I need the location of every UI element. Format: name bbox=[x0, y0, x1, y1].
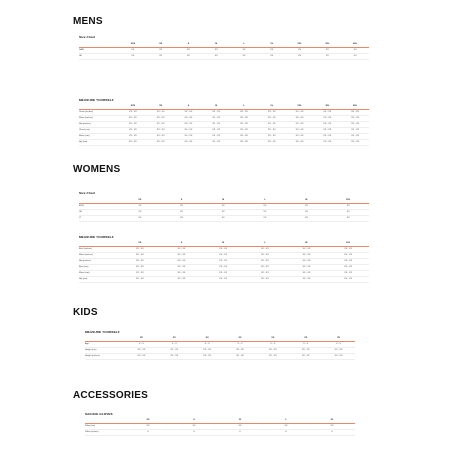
row-label: Waist (inches) bbox=[79, 253, 93, 256]
table-cell: XX - XX bbox=[184, 116, 193, 119]
table-row bbox=[85, 430, 355, 436]
table-header-cell: XS bbox=[138, 199, 142, 201]
table-cell: XX - XX bbox=[351, 122, 359, 125]
table-cell: XX - XX bbox=[267, 128, 276, 131]
kids-section-title: KIDS bbox=[73, 307, 98, 318]
table-cell: XX bbox=[346, 216, 350, 219]
table-cell: XX - XX bbox=[260, 253, 269, 256]
table-cell: XX - XX bbox=[156, 134, 165, 137]
table-cell: XX bbox=[346, 210, 350, 213]
row-label: Chest (cm) bbox=[79, 128, 90, 131]
table-cell: XX - XX bbox=[323, 116, 332, 119]
table-cell: XX - XX bbox=[323, 134, 332, 137]
kids-measure-table bbox=[85, 336, 355, 360]
table-cell: XX - XX bbox=[135, 265, 144, 268]
table-cell: XX - XX bbox=[323, 110, 332, 113]
table-cell: XX - XX bbox=[170, 348, 179, 351]
table-cell: XX bbox=[159, 54, 163, 57]
table-cell: XX bbox=[214, 54, 218, 57]
table-cell: XX - XX bbox=[184, 128, 193, 131]
sailing-gloves-title: SAILING GLOVES bbox=[85, 412, 113, 416]
table-header-cell: XXL bbox=[346, 199, 351, 201]
table-cell: XX - XX bbox=[156, 122, 165, 125]
row-label: Palm (inches) bbox=[85, 430, 99, 433]
table-cell: XX - XX bbox=[156, 116, 165, 119]
table-header-cell: XS bbox=[159, 105, 163, 107]
row-label: IT bbox=[79, 216, 81, 219]
table-cell: XX - XX bbox=[219, 253, 228, 256]
table-cell: X - X bbox=[303, 342, 309, 345]
table-cell: XX - XX bbox=[295, 110, 304, 113]
table-cell: XX - XX bbox=[351, 116, 359, 119]
table-cell: X bbox=[331, 430, 333, 433]
table-cell: XX - XX bbox=[212, 116, 221, 119]
table-row bbox=[79, 277, 369, 283]
table-cell: XX - XX bbox=[323, 128, 332, 131]
table-cell: XX bbox=[263, 216, 267, 219]
row-label: Waist (inches) bbox=[79, 116, 93, 119]
row-label: Waist (cm) bbox=[79, 134, 90, 137]
table-header-cell: XL bbox=[305, 242, 308, 244]
table-cell: XX bbox=[305, 210, 308, 213]
table-cell: XX - XX bbox=[267, 122, 276, 125]
table-cell: XX - XX bbox=[267, 140, 276, 143]
table-header-cell: XL bbox=[270, 105, 274, 107]
table-cell: XX - XX bbox=[268, 354, 277, 357]
table-cell: XX bbox=[214, 48, 218, 51]
table-header-cell: XS bbox=[146, 419, 150, 421]
row-label: Height (cm) bbox=[85, 348, 97, 351]
sailing-gloves-table bbox=[85, 418, 355, 436]
table-cell: XX bbox=[138, 204, 142, 207]
table-cell: XX - XX bbox=[184, 134, 193, 137]
table-cell: XX bbox=[180, 204, 183, 207]
table-cell: XX bbox=[192, 424, 196, 427]
mens-measure-table bbox=[79, 104, 369, 146]
table-header-cell: XL bbox=[330, 419, 334, 421]
table-cell: XX bbox=[270, 54, 274, 57]
table-header-cell: XX bbox=[304, 337, 308, 339]
row-label: UK bbox=[79, 210, 83, 213]
table-cell: XX - XX bbox=[212, 110, 221, 113]
table-header-cell: XXS bbox=[130, 105, 136, 107]
table-cell: XX bbox=[298, 54, 301, 57]
table-cell: XX bbox=[221, 216, 225, 219]
mens-size-chart-table bbox=[79, 42, 369, 60]
table-cell: XX - XX bbox=[128, 128, 137, 131]
table-cell: XX - XX bbox=[128, 122, 137, 125]
table-cell: X - X bbox=[237, 342, 243, 345]
table-cell: XX - XX bbox=[295, 116, 304, 119]
table-cell: XX - XX bbox=[219, 259, 228, 262]
table-cell: XX bbox=[221, 204, 225, 207]
table-cell: XX bbox=[346, 204, 350, 207]
table-cell: X - X bbox=[171, 342, 177, 345]
row-label: Palm (cm) bbox=[85, 424, 95, 427]
table-header-cell: XX bbox=[172, 337, 176, 339]
table-header-cell: S bbox=[180, 242, 183, 244]
table-cell: XX - XX bbox=[128, 140, 137, 143]
table-cell: XX - XX bbox=[351, 110, 359, 113]
table-cell: XX - XX bbox=[135, 247, 144, 250]
table-cell: X bbox=[147, 430, 149, 433]
table-cell: XX - XX bbox=[351, 140, 359, 143]
table-cell: XX bbox=[131, 48, 135, 51]
table-cell: XX - XX bbox=[344, 271, 353, 274]
table-cell: XX - XX bbox=[260, 265, 269, 268]
table-row bbox=[79, 54, 369, 60]
row-label: Chest (inches) bbox=[79, 110, 94, 113]
table-cell: XX - XX bbox=[344, 277, 353, 280]
table-cell: XX bbox=[138, 216, 142, 219]
table-cell: XX - XX bbox=[240, 116, 248, 119]
table-cell: X bbox=[239, 430, 241, 433]
accessories-section-title: ACCESSORIES bbox=[73, 390, 148, 401]
table-cell: XX - XX bbox=[177, 271, 186, 274]
table-header-cell: XXL bbox=[297, 43, 302, 45]
table-cell: XX - XX bbox=[156, 128, 165, 131]
table-cell: XX bbox=[263, 204, 267, 207]
table-row bbox=[79, 216, 369, 222]
row-label: Bust (inches) bbox=[79, 247, 92, 250]
table-cell: XX - XX bbox=[135, 259, 144, 262]
table-cell: X - X bbox=[138, 342, 144, 345]
table-cell: XX - XX bbox=[240, 140, 248, 143]
table-cell: XX - XX bbox=[260, 271, 269, 274]
table-cell: XX bbox=[325, 48, 329, 51]
table-cell: XX - XX bbox=[236, 354, 244, 357]
row-label: SA/8 bbox=[79, 48, 84, 51]
table-cell: XX - XX bbox=[203, 348, 212, 351]
table-header-cell: XS bbox=[159, 43, 163, 45]
table-cell: XX - XX bbox=[334, 348, 343, 351]
table-cell: XX - XX bbox=[260, 259, 269, 262]
table-cell: XX - XX bbox=[302, 253, 311, 256]
table-cell: XX - XX bbox=[135, 253, 144, 256]
row-label: Age bbox=[85, 342, 89, 345]
table-header-cell: XX bbox=[139, 337, 143, 339]
table-cell: XX bbox=[325, 54, 329, 57]
table-cell: XX - XX bbox=[184, 140, 193, 143]
row-label: Waist (cm) bbox=[79, 271, 90, 274]
table-cell: XX bbox=[238, 424, 242, 427]
table-cell: XX - XX bbox=[267, 110, 276, 113]
table-cell: XX - XX bbox=[219, 247, 228, 250]
womens-size-chart-table bbox=[79, 198, 369, 222]
table-header-cell: S bbox=[180, 199, 183, 201]
table-cell: XX - XX bbox=[302, 247, 311, 250]
womens-measure-table bbox=[79, 241, 369, 283]
table-cell: XX - XX bbox=[334, 354, 343, 357]
table-header-cell: 4XL bbox=[353, 43, 358, 45]
table-header-cell: 3XL bbox=[325, 105, 330, 107]
table-header-cell: L bbox=[264, 242, 266, 244]
womens-section-title: WOMENS bbox=[73, 164, 121, 175]
table-row bbox=[79, 140, 369, 146]
table-cell: X - X bbox=[270, 342, 276, 345]
table-header-cell: L bbox=[285, 419, 287, 421]
table-cell: XX - XX bbox=[301, 348, 310, 351]
table-header-cell: XS bbox=[138, 242, 142, 244]
table-header-cell: XL bbox=[305, 199, 308, 201]
table-cell: XX - XX bbox=[212, 122, 221, 125]
table-header-cell: XX bbox=[205, 337, 209, 339]
table-header-cell: 2XL bbox=[346, 242, 351, 244]
table-cell: XX bbox=[353, 54, 357, 57]
table-header-cell: S bbox=[187, 105, 190, 107]
table-cell: X - X bbox=[204, 342, 210, 345]
table-cell: XX - XX bbox=[351, 128, 359, 131]
table-cell: XX bbox=[138, 210, 142, 213]
table-cell: XX bbox=[159, 48, 163, 51]
table-header-cell: XX bbox=[238, 337, 242, 339]
table-cell: XX - XX bbox=[302, 277, 311, 280]
table-cell: XX bbox=[305, 204, 308, 207]
table-cell: XX - XX bbox=[351, 134, 359, 137]
table-header-cell: 4XL bbox=[353, 105, 358, 107]
row-label: Hip (cm) bbox=[79, 277, 88, 280]
table-cell: XX - XX bbox=[302, 265, 311, 268]
table-cell: XX - XX bbox=[301, 354, 310, 357]
table-cell: XX - XX bbox=[212, 140, 221, 143]
table-cell: XX - XX bbox=[267, 116, 276, 119]
table-cell: XX - XX bbox=[137, 354, 146, 357]
table-cell: X bbox=[285, 430, 287, 433]
table-cell: XX - XX bbox=[260, 247, 269, 250]
kids-measure-yourself-title: MEASURE YOURSELF bbox=[85, 330, 120, 334]
table-cell: XX bbox=[270, 48, 274, 51]
table-cell: XX bbox=[298, 48, 301, 51]
table-cell: XX - XX bbox=[302, 271, 311, 274]
table-cell: XX - XX bbox=[219, 271, 228, 274]
table-cell: XX - XX bbox=[344, 265, 353, 268]
table-cell: XX - XX bbox=[184, 122, 193, 125]
table-cell: XX - XX bbox=[135, 271, 144, 274]
table-header-cell: M bbox=[222, 242, 225, 244]
table-header-cell: M bbox=[239, 419, 241, 421]
row-label: Hip (inches) bbox=[79, 122, 91, 125]
table-header-cell: S bbox=[187, 43, 190, 45]
table-cell: XX - XX bbox=[177, 265, 186, 268]
table-header-cell: L bbox=[243, 105, 245, 107]
table-cell: XX - XX bbox=[219, 265, 228, 268]
table-cell: XX - XX bbox=[128, 134, 137, 137]
row-label: Hip (inches) bbox=[79, 259, 91, 262]
table-header-cell: M bbox=[215, 105, 218, 107]
table-cell: XX - XX bbox=[212, 128, 221, 131]
table-cell: XX - XX bbox=[219, 277, 228, 280]
table-header-cell: XXL bbox=[297, 105, 302, 107]
table-cell: XX bbox=[284, 424, 288, 427]
table-header-cell: L bbox=[243, 43, 245, 45]
table-header-cell: L bbox=[264, 199, 266, 201]
table-cell: XX - XX bbox=[302, 259, 311, 262]
table-cell: XX - XX bbox=[344, 253, 353, 256]
table-cell: XX bbox=[186, 48, 190, 51]
table-cell: XX - XX bbox=[156, 110, 165, 113]
table-cell: XX - XX bbox=[240, 128, 248, 131]
table-cell: XX - XX bbox=[260, 277, 269, 280]
table-cell: XX - XX bbox=[128, 110, 137, 113]
table-cell: X bbox=[193, 430, 195, 433]
table-header-cell: M bbox=[215, 43, 218, 45]
table-cell: XX - XX bbox=[128, 116, 137, 119]
table-cell: XX bbox=[146, 424, 150, 427]
table-cell: XX - XX bbox=[137, 348, 146, 351]
table-row bbox=[85, 354, 355, 360]
table-cell: XX - XX bbox=[177, 259, 186, 262]
table-cell: XX - XX bbox=[236, 348, 244, 351]
table-cell: XX - XX bbox=[203, 354, 212, 357]
table-header-cell: XX bbox=[271, 337, 275, 339]
table-cell: XX - XX bbox=[184, 110, 193, 113]
table-cell: XX - XX bbox=[170, 354, 179, 357]
table-cell: XX bbox=[186, 54, 190, 57]
table-cell: XX - XX bbox=[267, 134, 276, 137]
womens-measure-yourself-title: MEASURE YOURSELF bbox=[79, 235, 114, 239]
table-cell: XX bbox=[180, 216, 183, 219]
table-cell: XX bbox=[242, 48, 246, 51]
table-cell: XX - XX bbox=[212, 134, 221, 137]
row-label: Bust (cm) bbox=[79, 265, 89, 268]
table-cell: XX - XX bbox=[323, 140, 332, 143]
table-cell: XX - XX bbox=[344, 247, 353, 250]
row-label: EUR bbox=[79, 204, 84, 207]
table-cell: XX bbox=[180, 210, 183, 213]
table-header-cell: M bbox=[222, 199, 225, 201]
table-cell: XX - XX bbox=[295, 122, 304, 125]
table-cell: XX bbox=[131, 54, 135, 57]
table-cell: XX bbox=[221, 210, 225, 213]
table-cell: XX - XX bbox=[295, 140, 304, 143]
table-cell: XX bbox=[305, 216, 308, 219]
row-label: Hip (cm) bbox=[79, 140, 88, 143]
row-label: UK bbox=[79, 54, 83, 57]
mens-size-chart-title: Size Chart bbox=[79, 35, 96, 39]
mens-section-title: MENS bbox=[73, 16, 103, 27]
mens-measure-yourself-title: MEASURE YOURSELF bbox=[79, 98, 114, 102]
row-label: Height (inches) bbox=[85, 354, 100, 357]
table-cell: XX - XX bbox=[177, 277, 186, 280]
table-cell: XX - XX bbox=[156, 140, 165, 143]
table-cell: XX - XX bbox=[295, 134, 304, 137]
table-cell: XX - XX bbox=[240, 110, 248, 113]
womens-size-chart-title: Size Chart bbox=[79, 191, 96, 195]
table-cell: XX - XX bbox=[295, 128, 304, 131]
table-cell: XX - XX bbox=[344, 259, 353, 262]
table-cell: XX - XX bbox=[323, 122, 332, 125]
table-header-cell: XL bbox=[270, 43, 274, 45]
table-cell: XX bbox=[330, 424, 334, 427]
table-cell: XX - XX bbox=[177, 253, 186, 256]
table-cell: XX - XX bbox=[268, 348, 277, 351]
table-header-cell: 3XL bbox=[325, 43, 330, 45]
table-cell: XX bbox=[242, 54, 246, 57]
table-header-cell: XX bbox=[337, 337, 341, 339]
table-cell: XX bbox=[353, 48, 357, 51]
table-header-cell: S bbox=[193, 419, 195, 421]
table-header-cell: XXS bbox=[130, 43, 136, 45]
table-cell: XX bbox=[263, 210, 267, 213]
table-cell: XX - XX bbox=[177, 247, 186, 250]
table-cell: XX - XX bbox=[135, 277, 144, 280]
table-cell: XX - XX bbox=[240, 122, 248, 125]
table-cell: X - X bbox=[336, 342, 341, 345]
table-cell: XX - XX bbox=[240, 134, 248, 137]
